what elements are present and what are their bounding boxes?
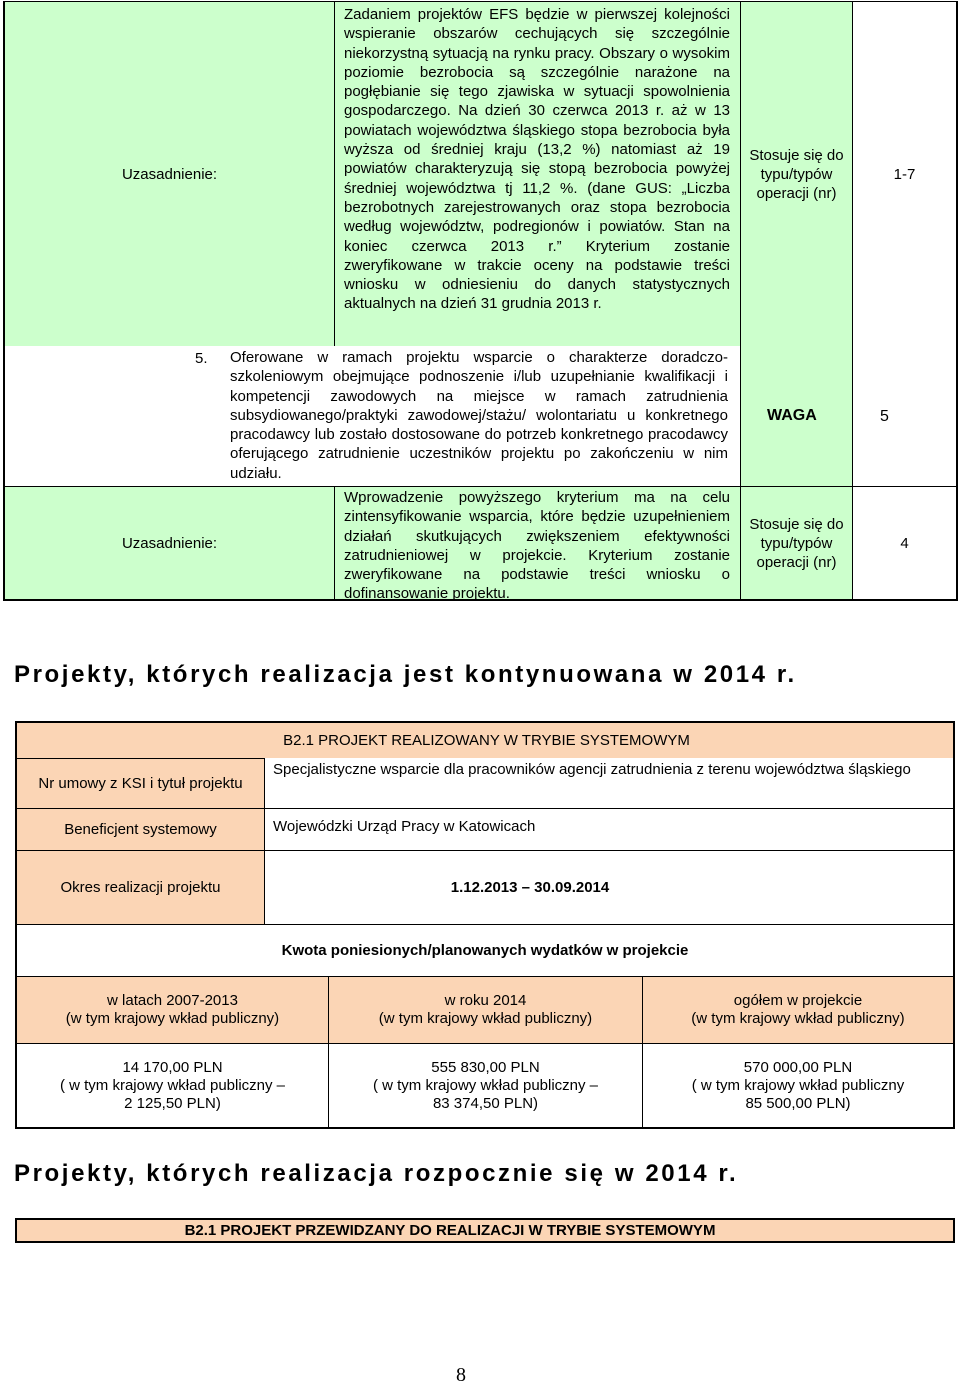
row-divider: [265, 808, 953, 809]
column-header-total: ogółem w projekcie (w tym krajowy wkład publiczny): [643, 976, 953, 1043]
title-left-blank: [17, 723, 265, 758]
project-table-title: B2.1 PROJEKT REALIZOWANY W TRYBIE SYSTEMOWYM: [265, 723, 953, 758]
criteria-table: [3, 1, 958, 601]
weight-value: 5: [880, 408, 889, 425]
project-table: [15, 721, 955, 1129]
page-number: 8: [456, 1364, 466, 1386]
justification-label-1: Uzasadnienie:: [3, 1, 335, 346]
period-value: 1.12.2013 – 30.09.2014: [265, 850, 953, 924]
value-2014: 555 830,00 PLN ( w tym krajowy wkład publiczny – 83 374,50 PLN): [329, 1043, 643, 1127]
right-frame: [956, 346, 958, 486]
value-total: 570 000,00 PLN ( w tym krajowy wkład publiczny 85 500,00 PLN): [643, 1043, 953, 1127]
criterion-5-number: 5.: [195, 350, 208, 367]
weight-label: WAGA: [767, 407, 817, 424]
contract-label: Nr umowy z KSI i tytuł projektu: [17, 758, 265, 808]
applies-to-operations-1: Stosuje się do typu/typów operacji (nr): [740, 1, 853, 346]
criterion-5-frame: [3, 346, 5, 486]
contract-value: Specjalistyczne wsparcie dla pracowników agencji zatrudnienia z terenu województwa śląskiego: [273, 761, 911, 778]
section-heading-continued: Projekty, których realizacja jest kontynuowana w 2014 r.: [14, 661, 797, 688]
costs-title: Kwota poniesionych/planowanych wydatków w projekcie: [17, 924, 953, 976]
operation-value-2: 4: [853, 486, 958, 601]
justification-text-1: Zadaniem projektów EFS będzie w pierwszej kolejności wspieranie obszarów cechujących się szczególnie niekorzystną sytuacją na rynku pracy. Obszary o wysokim poziomie bezrobocia są szczególnie narażone na pogłębianie się tego zjawiska w sytuacji spowolnienia gospodarczego. Na dzień 30 czerwca 2013 r. aż w 13 powiatach województwa śląskiego stopa bezrobocia była wyższa od średniej kraju (13,2 %) natomiast aż 19 powiatów charakteryzują się stopą bezrobocia powyżej średniej województwa tj 11,2 %. (dane GUS: „Liczba bezrobotnych zarejestrowanych oraz stopa bezrobocia według województw, podregionów i powiatów. Stan na koniec czerwca 2013 r.” Kryterium zostanie zweryfikowane w trakcie oceny na podstawie treści wniosku w odniesieniu do danych statystycznych aktualnych na dzień 31 grudnia 2013 r.: [335, 1, 740, 346]
justification-text-2: Wprowadzenie powyższego kryterium ma na celu zintensyfikowanie wsparcia, które będzie uzupełnieniem działań skutkujących zwiększeniem efektywności zatrudnieniowej w projekcie. Kryterium zostanie zweryfikowane na podstawie treści wniosku o dofinansowanie projektu.: [335, 486, 740, 601]
section-heading-starting: Projekty, których realizacja rozpocznie się w 2014 r.: [14, 1160, 739, 1187]
column-header-2007-2013: w latach 2007-2013 (w tym krajowy wkład publiczny): [17, 976, 329, 1043]
applies-to-operations-2: Stosuje się do typu/typów operacji (nr): [740, 486, 853, 601]
operation-range-1: 1-7: [853, 1, 958, 346]
justification-label-2: Uzasadnienie:: [3, 486, 335, 601]
beneficiary-label: Beneficjent systemowy: [17, 808, 265, 850]
value-2007-2013: 14 170,00 PLN ( w tym krajowy wkład publiczny – 2 125,50 PLN): [17, 1043, 329, 1127]
column-header-2014: w roku 2014 (w tym krajowy wkład publiczny): [329, 976, 643, 1043]
beneficiary-value: Wojewódzki Urząd Pracy w Katowicach: [273, 818, 536, 835]
planned-project-table-title: B2.1 PROJEKT PRZEWIDZANY DO REALIZACJI W TRYBIE SYSTEMOWYM: [15, 1218, 955, 1243]
criterion-5-text: Oferowane w ramach projektu wsparcie o charakterze doradczo-szkoleniowym obejmujące podnoszenie i/lub uzupełnianie kwalifikacji i kompetencji zawodowych na miejsce w ramach zatrudnienia subsydiowanego/praktyki zawodowej/stażu/ wolontariatu u konkretnego pracodawcy lub zostało dostosowane do potrzeb konkretnego pracodawcy oferującego zatrudnienie uczestników projektu po zakończeniu w nim udziału.: [230, 349, 728, 482]
period-label: Okres realizacji projektu: [17, 850, 265, 924]
